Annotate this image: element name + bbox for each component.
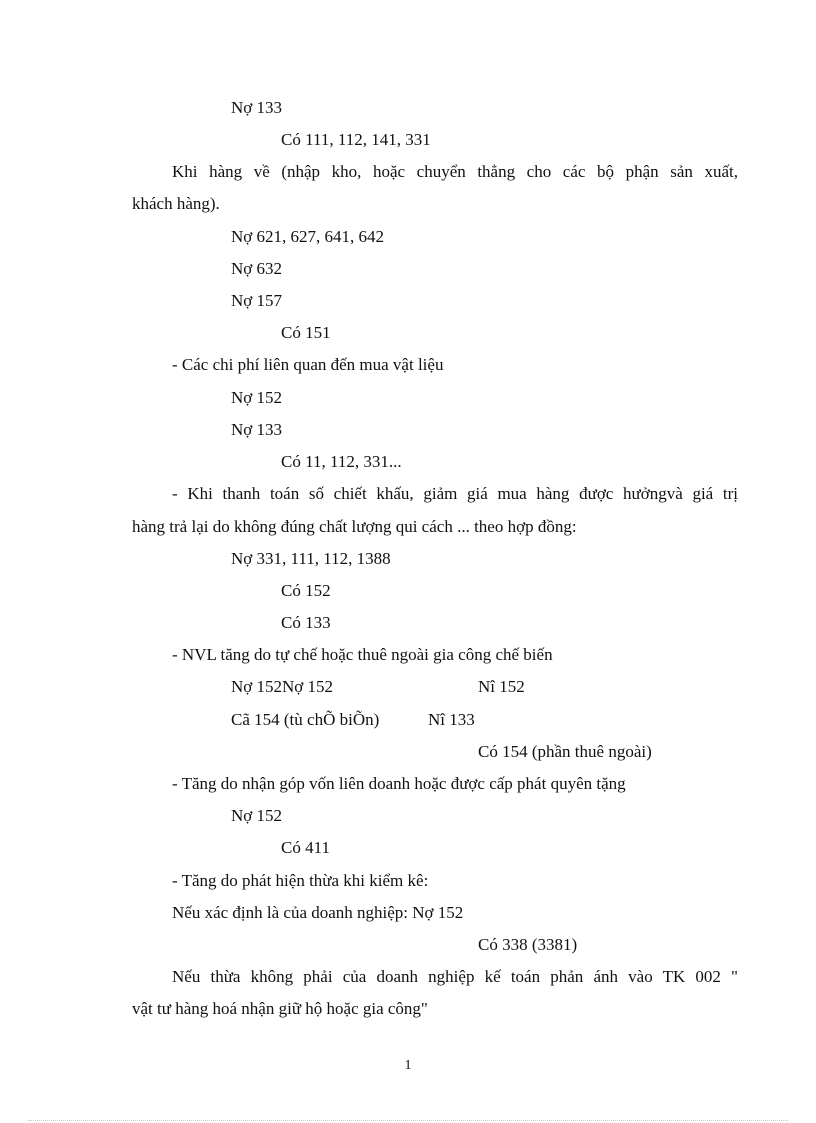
paragraph-tk002-line1: Nếu thừa không phải của doanh nghiệp kế toán phản ánh vào TK 002 " [172,967,738,986]
entry-debit-152-garbled: Nî 152 [478,677,525,696]
entry-credit-152: Có 152 [281,581,331,600]
bullet-surplus-inventory: - Tăng do phát hiện thừa khi kiểm kê: [172,871,429,890]
entry-credit-411: Có 411 [281,838,330,857]
entry-credit-151: Có 151 [281,323,331,342]
bullet-capital-contribution: - Tăng do nhận góp vốn liên doanh hoặc được cấp phát quyên tặng [172,774,626,793]
entry-debit-133-b: Nợ 133 [231,420,283,439]
entry-credit-111-112-141-331: Có 111, 112, 141, 331 [281,130,431,149]
bullet-self-made-materials: - NVL tăng do tự chế hoặc thuê ngoài gia công chế biến [172,645,553,664]
surplus-enterprise-debit-152: Nếu xác định là của doanh nghiệp: Nợ 152 [172,903,464,922]
entry-debit-133-garbled: Nî 133 [428,710,475,729]
entry-debit-152-duplicated: Nợ 152Nợ 152 [231,677,334,696]
entry-credit-154-garbled: Cã 154 (tù chÕ biÕn) [231,710,380,729]
paragraph-goods-arrive-line2: khách hàng). [132,194,220,213]
bullet-discount-line1: - Khi thanh toán số chiết khấu, giảm giá mua hàng được hưởngvà giá trị [172,484,738,503]
entry-debit-331-111-112-1388: Nợ 331, 111, 112, 1388 [231,549,391,568]
paragraph-tk002-line2: vật tư hàng hoá nhận giữ hộ hoặc gia công" [132,999,428,1018]
entry-debit-157: Nợ 157 [231,291,283,310]
entry-debit-133: Nợ 133 [231,98,283,117]
entry-credit-338-3381: Có 338 (3381) [478,935,578,954]
page-bottom-divider [28,1120,788,1121]
bullet-discount-line2: hàng trả lại do không đúng chất lượng qui cách ... theo hợp đồng: [132,517,577,536]
entry-credit-154-outsourced: Có 154 (phần thuê ngoài) [478,742,652,761]
page-number: 1 [404,1058,412,1073]
entry-debit-632: Nợ 632 [231,259,283,278]
entry-credit-133: Có 133 [281,613,331,632]
entry-debit-152-c: Nợ 152 [231,806,283,825]
entry-debit-621-627-641-642: Nợ 621, 627, 641, 642 [231,227,385,246]
bullet-purchase-costs: - Các chi phí liên quan đến mua vật liệu [172,355,444,374]
entry-credit-11-112-331: Có 11, 112, 331... [281,452,402,471]
paragraph-goods-arrive-line1: Khi hàng về (nhập kho, hoặc chuyển thẳng cho các bộ phận sản xuất, [172,162,738,181]
entry-debit-152: Nợ 152 [231,388,283,407]
